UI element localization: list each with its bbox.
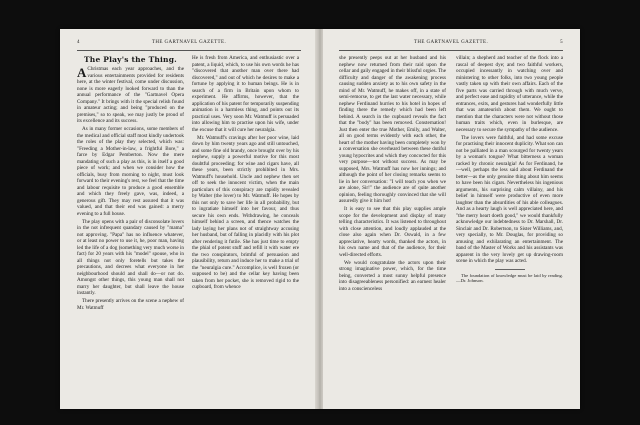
- paragraph: It is easy to see that this play supplies ample scope for the development and display of many telling characteristics. It was listened to throughout with close attention, and loudly applauded at the close also again when Dr. Oswald, in a few appreciative, hearty words, thanked the actors, in his own name and that of the audience, for their well-directed efforts.: [339, 206, 446, 258]
- paragraph: He is fresh from America, and enthusiastic over a patent, a liquid, which, to use his own words he has "discovered that another man over there had discovered," and out of which he desires to make a fortune by applying it to human beings. He is in search of a firm in Britain upon whom to experiment. He affirms, however, that the application of his patent for temporarily suspending animation is a harmless thing, and points out its practical uses. Very soon Mr. Watmuff is persuaded into allowing him to practise upon his wife, under the excuse that it will cure her neuralgia.: [192, 55, 299, 133]
- column-1: [339, 55, 446, 294]
- paragraph: The play opens with a pair of disconsolate lovers in the not infrequent quandary caused by "mama" not approving. "Papa" has no influence whatever, or at least no power to use it, he, poor man, having led the life of a dog (something very much worse in fact) for 20 years with his "model" spouse, who in all things not only foretells but takes the precautions, and decrees what everyone in her neighbourhood should and shall do—or not do. Amongst other things, this young man shall not marry her daughter, but shall leave the house instantly.: [77, 218, 184, 296]
- paragraph-text: Christmas each year approaches, and the various entertainments provided for residents here, at the winter festival, come under discussion, none is more eagerly looked forward to than the annual performance of the "Gartnavel Opera Company." It brings with it the special relish found in amateur acting; and being "produced on the premises," so to speak, we may justly be proud of its excellence and its success.: [77, 66, 184, 124]
- article-title: The Play's the Thing.: [84, 55, 177, 64]
- closing-quote: The foundation of knowledge must be laid by reading.—Dr. Johnson.: [456, 272, 563, 284]
- paragraph: The lovers were faithful, and had some excuse for practising their innocent duplicity. What son can not be palliated in a man scourged for twenty years by a woman's tongue? What bitterness a woman racked by chronic neuralgia! As for Ferdinand, he—well, perhaps the less said about Ferdinand the better—as the only genuine thing about him seems to have been his cigars. Nevertheless his ingenious arguments, his surprising calm villainy, and his belief in himself were productive of even more laughter than the absurdities of his able colleagues. And as a hearty laugh is well appreciated here, and "the merry heart doeth good," we would thankfully acknowledge our indebtedness to Dr. Marshall, Dr. Sinclair and Dr. Robertson, to Sister Williams, and, very specially, to Mr. Douglas, for providing so amusing and exhilarating an entertainment. The band of the Master of Works and his assistants was apparent in the very lovely get up drawing-room scene in which the play was acted.: [456, 134, 563, 264]
- paragraph: We would congratulate the actors upon their strong imaginative power, which, for the time being, converted a most sunny helpful presence into disagreeableness personified: an earnest healer into a conscienceless: [339, 259, 446, 292]
- paragraph: [77, 66, 184, 125]
- column-1: [77, 55, 184, 313]
- paragraph: she presently peeps out at her husband and his nephew now returned from their raid upon the cellar and gaily engaged in their blissful orgies. The difficulty and danger of the awakening process causing sudden anxiety as to his own safety in the mind of Mr. Watmuff, he makes off, in a state of semi-remorse, to get the last water necessary, while nephew Ferdinand hurries to his hotel in hopes of finding there the remedy which had been left behind. A search in the cupboard reveals the fact that the "body" has been removed. Consternation! Just then enter the true Mother, Emily, and Walter, all on good terms evidently with each other, the heart of the mother having been completely won by a conversation she overheard between these dutiful young hypocrites and which they concocted for this very purpose—not without success. As may be supposed, Mrs. Watmuff has now her innings; and although the point of her closing remarks seems to lie in her conversation: "I will teach you when we are alone, Sir!" the audience are of quite another opinion, feeling thoroughly convinced that she will assuredly give it him hot!: [339, 55, 446, 204]
- paragraph: Mr. Watmuff's cravings after her poor wine, laid down by him twenty years ago and still untouched, and some fine old brandy, once brought over by his nephew, supply a powerful motive for this most doubtful proceeding; for wine and cigars have, all these years, been strictly prohibited in Mrs. Watmuff's household. Uncle and nephew then set off to seek the innocent victim, when the main particulars of this conspiracy are rapidly revealed by Walter (the lover) to Mr. Watmuff. He hopes by this not only to save her life in all probability, but to ingratiate himself into her favour, and thus secure his own ends. Withdrawing, he conceals himself behind a screen, and thence watches the lady laying her plans not of straightway accusing her husband, but of falling in placidly with his plot after rendering it futile. She has just time to empty the phial of potent stuff and refill it with water ere the two conspirators, brimful of persuasion and plausibility, return and induce her to make a trial of the "neuralgia cure." Accomplice, is well frozen (or supposed to be) and the cellar key having been taken from her pocket, she is removed rigid to the cupboard, from whence: [192, 134, 299, 290]
- left-page: [60, 29, 317, 409]
- column-2: [192, 55, 299, 292]
- paragraph: There presently arrives on the scene a nephew of Mr. Watmuff: [77, 298, 184, 311]
- header-rule: [339, 50, 563, 51]
- section-divider: [495, 269, 525, 270]
- column-2: [456, 55, 563, 285]
- page-number: 5: [560, 40, 563, 45]
- header-rule: [77, 50, 301, 51]
- running-title: THE GARTNAVEL GAZETTE.: [413, 40, 489, 45]
- page-number: 4: [77, 40, 80, 45]
- running-title: THE GARTNAVEL GAZETTE.: [151, 40, 227, 45]
- paragraph: villain; a shepherd and teacher of the flock into a rascal of deepest dye; and two faithful workers, occupied incessantly in watching over and ministering to other folks, into two young people vastly taken up with their own affairs. Each of the five parts was carried through with much verve, and perfect ease and rapidity of utterance, while the entrances, exits, and gestures had wonderfully little that was amateurish about them. We ought to mention that the characters were not without those human traits which, even in burlesque, are necessary to secure the sympathy of the audience.: [456, 55, 563, 133]
- right-page: [323, 29, 580, 409]
- magazine-spread: [60, 29, 580, 409]
- paragraph: As in many former occasions, some members of the medical and official staff most kindly undertook the roles of the play they selected, which was: "Freeding a Mother-in-law, a frightful Bore," a farce by Edgar Pemberton. Now the mere mandating of such a play as this, is in itself a good piece of work; and when we consider how the officials, busy from morning to night, must look forward to their evening's rest, we feel that the time and labour requisite to produce a good ensemble and which they freely gave, was, indeed, a generous gift. They may rest assured that it was valued, and that their end was gained: a merry evening to a full house.: [77, 126, 184, 217]
- drop-cap: A: [77, 65, 87, 80]
